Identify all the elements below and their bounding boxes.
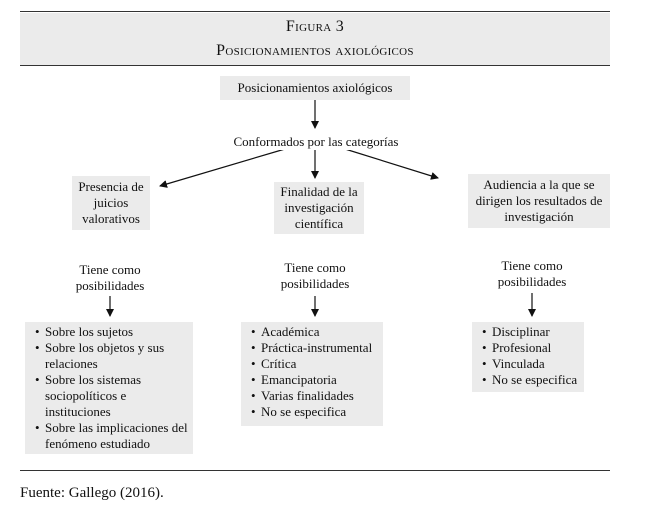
- figure-title: Posicionamientos axiológicos: [216, 42, 414, 59]
- list-item: • No se especifica: [251, 404, 379, 420]
- relation-label-audiencia: Tiene como posibilidades: [497, 258, 567, 289]
- list-item: • Sobre los objetos y sus relaciones: [35, 340, 189, 372]
- possibilities-list-juicios: [25, 322, 193, 454]
- list-item: • Académica: [251, 324, 379, 340]
- list-item: • Práctica-instrumental: [251, 340, 379, 356]
- possibilities-list-audiencia: [472, 322, 584, 392]
- root-node: [220, 76, 410, 100]
- list-item: • Sobre los sistemas sociopolíticos e instituciones: [35, 372, 189, 420]
- relation-label-finalidad: Tiene como posibilidades: [280, 260, 350, 291]
- list-item: • Emancipatoria: [251, 372, 379, 388]
- arrow-connector-to-left: [160, 149, 285, 186]
- arrow-connector-to-right: [345, 149, 438, 178]
- list-item: • Disciplinar: [482, 324, 580, 340]
- list-item: • Vinculada: [482, 356, 580, 372]
- category-juicios: [72, 176, 150, 230]
- possibilities-list-finalidad: [241, 322, 383, 426]
- list-item: • Sobre las implicaciones del fenómeno estudiado: [35, 420, 189, 452]
- list-item: • Varias finalidades: [251, 388, 379, 404]
- root-node-label: Posicionamientos axiológicos: [237, 80, 393, 95]
- connector-label: Conformados por las categorías: [200, 134, 432, 150]
- list-item: • Sobre los sujetos: [35, 324, 189, 340]
- category-juicios-label: Presencia de juicios valorativos: [78, 179, 144, 226]
- category-finalidad-label: Finalidad de la investigación científica: [280, 184, 358, 231]
- relation-label-juicios: Tiene como posibilidades: [75, 262, 145, 293]
- list-item: • Profesional: [482, 340, 580, 356]
- category-audiencia: [468, 174, 610, 228]
- category-finalidad: [274, 182, 364, 234]
- list-item: • No se especifica: [482, 372, 580, 388]
- bottom-rule: [20, 470, 610, 471]
- category-audiencia-label: Audiencia a la que se dirigen los resultados de investigación: [475, 177, 603, 224]
- list-item: • Crítica: [251, 356, 379, 372]
- figure-source: Fuente: Gallego (2016).: [20, 485, 164, 501]
- figure-label: Figura 3: [285, 18, 345, 35]
